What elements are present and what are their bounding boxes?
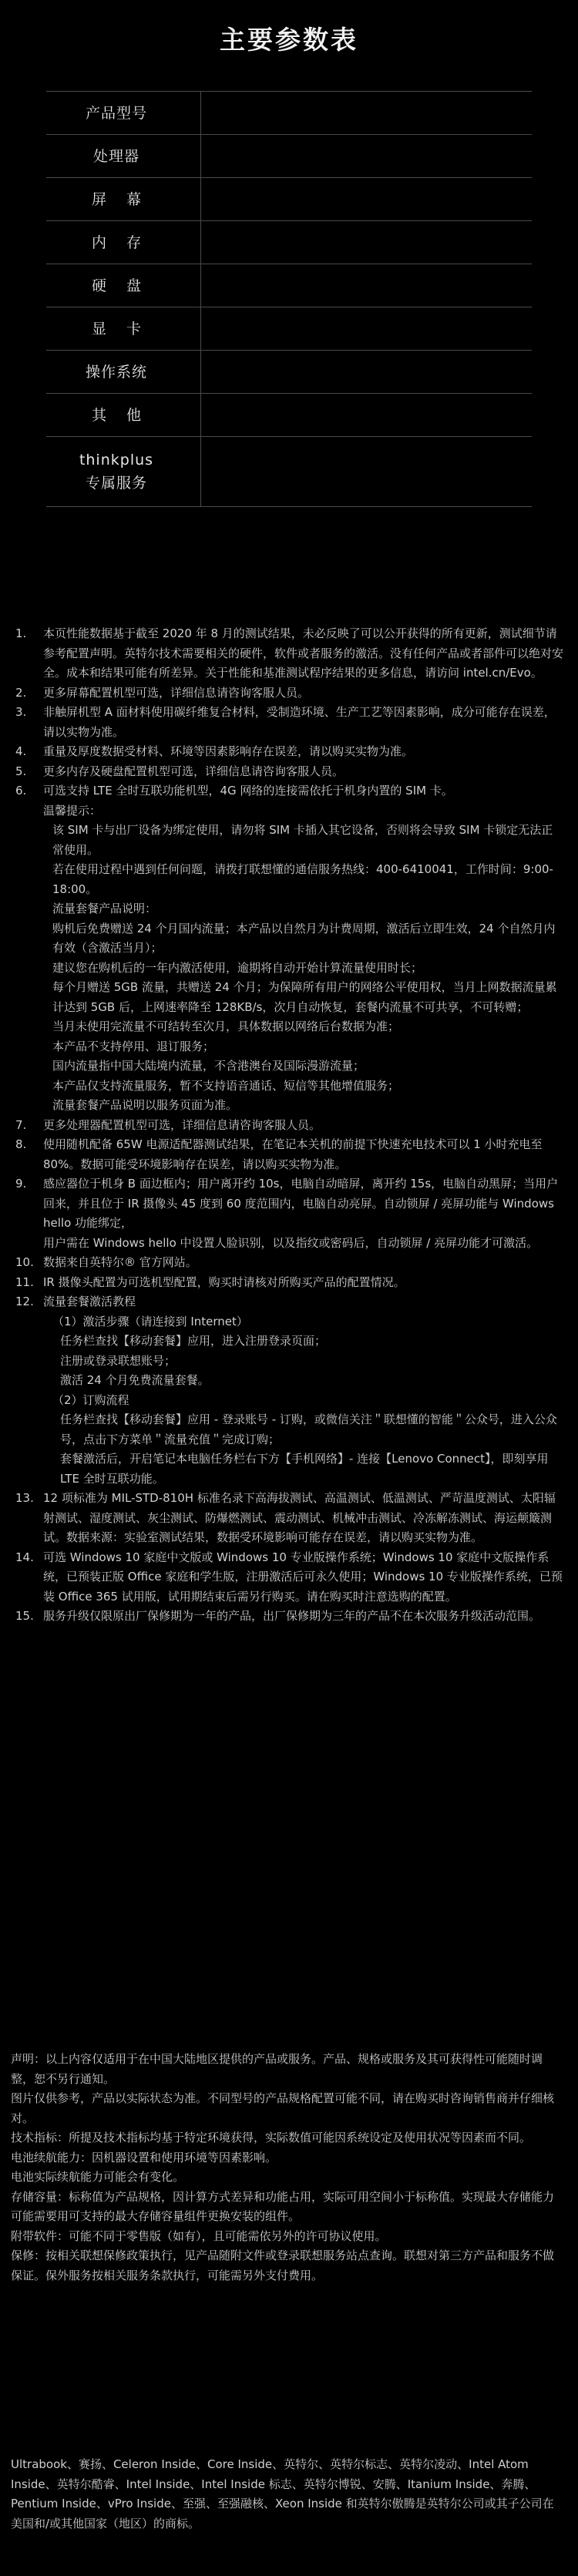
spec-value: [200, 307, 525, 350]
footnote-item: [11, 624, 564, 683]
footnote-text: 激活 24 个月免费流量套餐。: [60, 1373, 210, 1387]
spec-row: [46, 394, 532, 437]
footnote-text: 套餐激活后，开启笔记本电脑任务栏右下方【手机网络】- 连接【Lenovo Connect】，即刻享用 LTE 全时互联功能。: [60, 1452, 549, 1486]
footnote-item: [11, 762, 564, 782]
footnote-text: （2）订购流程: [52, 1392, 129, 1407]
footnote-number: 2.: [15, 685, 27, 700]
footnote-number: 7.: [15, 1117, 27, 1132]
footnote-item: [11, 1607, 564, 1627]
footnote-number: 12.: [15, 1295, 34, 1308]
statement-block: [11, 2050, 564, 2285]
footnote-number: 1.: [15, 626, 27, 640]
footnote-item: [11, 1292, 564, 1489]
footnote-item: [11, 742, 564, 762]
footnote-text: 服务升级仅限原出厂保修期为一年的产品，出厂保修期为三年的产品不在本次服务升级活动范围。: [43, 1609, 541, 1623]
footnote-text: 12 项标准为 MIL-STD-810H 标准名录下高海拔测试、高温测试、低温测试、严苛温度测试、太阳辐射测试、湿度测试、灰尘测试、防爆燃测试、震动测试、机械冲击测试、冷冻解冻测试、海运颠簸测试。数据来源：实验室测试结果，数据受环境影响可能存在误差，请以购买实物为准。: [43, 1491, 556, 1544]
spec-value: [200, 135, 525, 177]
spec-label: thinkplus 专属服务: [79, 452, 154, 492]
footnote-number: 14.: [15, 1550, 34, 1564]
footnote-text: 购机后免费赠送 24 个月国内流量；本产品以自然月为计费周期，激活后立即生效，24 个自然月内有效（含激活当月）；: [52, 921, 556, 955]
footnote-number: 4.: [15, 744, 27, 758]
footnote-item: [11, 1548, 564, 1607]
footnote-text: 更多处理器配置机型可选，详细信息请咨询客服人员。: [43, 1117, 321, 1132]
footnote-text: 每个月赠送 5GB 流量，共赠送 24 个月；为保障所有用户的网络公平使用权，当月上网数据流量累计达到 5GB 后，上网速率降至 128KB/s，次月自动恢复，套餐内流量不可共享，不可转赠；: [52, 980, 557, 1014]
footnote-item: [11, 1253, 564, 1273]
footnote-item: [11, 683, 564, 704]
footnote-text: 流量套餐产品说明以服务页面为准。: [52, 1098, 238, 1112]
footnote-item: [11, 1273, 564, 1293]
spec-table: [46, 91, 532, 507]
spec-label: 处理器: [92, 147, 139, 165]
footnote-text: 更多屏幕配置机型可选，详细信息请咨询客服人员。: [43, 685, 310, 700]
footnote-text: 本产品不支持停用、退订服务；: [52, 1039, 215, 1053]
footnote-number: 15.: [15, 1609, 34, 1623]
footnote-item: [11, 1489, 564, 1548]
footnote-text: 流量套餐产品说明：: [52, 902, 157, 915]
footnote-number: 13.: [15, 1491, 34, 1505]
footnote-text: 数据来自英特尔® 官方网站。: [43, 1255, 197, 1269]
footnote-text: 流量套餐激活教程: [43, 1295, 136, 1308]
footnote-item: [11, 1135, 564, 1174]
spec-row: [46, 135, 532, 178]
spec-value: [200, 92, 525, 134]
footnote-number: 9.: [15, 1177, 27, 1191]
spec-label: 操作系统: [85, 363, 147, 381]
footnote-text: 本页性能数据基于截至 2020 年 8 月的测试结果，未必反映了可以公开获得的所有更新，测试细节请参考配置声明。英特尔技术需要相关的硬件，软件或者服务的激活。没有任何产品或者部件可以绝对安全。成本和结果可能有所差异。关于性能和基准测试程序结果的更多信息，请访问 intel.cn/Evo。: [43, 626, 564, 680]
footnote-text: 任务栏查找【移动套餐】应用，进入注册登录页面；: [60, 1334, 327, 1348]
footnote-text: 更多内存及硬盘配置机型可选，详细信息请咨询客服人员。: [43, 764, 344, 778]
statement-paragraph: 技术指标：所提及技术指标均基于特定环境获得，实际数值可能因系统设定及使用状况等因素而不同。: [11, 2131, 532, 2144]
footnote-number: 8.: [15, 1137, 27, 1151]
footnote-item: [11, 781, 564, 1116]
footnote-text: 建议您在购机后的一年内激活使用，逾期将自动开始计算流量使用时长；: [52, 960, 423, 975]
statement-paragraph: 电池实际续航能力可能会有变化。: [11, 2170, 185, 2184]
footnote-text: IR 摄像头配置为可选机型配置，购买时请核对所购买产品的配置情况。: [43, 1275, 405, 1289]
spec-value: [200, 221, 525, 264]
spec-label: 硬盘: [91, 277, 161, 294]
footnote-text: （1）激活步骤（请连接到 Internet）: [52, 1314, 248, 1328]
spec-value: [200, 394, 525, 436]
footnote-text: 注册或登录联想账号；: [60, 1353, 176, 1368]
footnote-number: 6.: [15, 784, 27, 798]
spec-row: [46, 307, 532, 351]
footnote-item: [11, 1116, 564, 1136]
statement-paragraph: 附带软件：可能不同于零售版（如有），且可能需依另外的许可协议使用。: [11, 2228, 387, 2243]
spec-row: [46, 264, 532, 307]
statement-paragraph: 电池续航能力：因机器设置和使用环境等因素影响。: [11, 2150, 277, 2165]
footnote-item: [11, 1174, 564, 1253]
spec-row: [46, 437, 532, 507]
footnote-text: 感应器位于机身 B 面边框内；用户离开约 10s，电脑自动暗屏，离开约 15s，电脑自动黑屏；当用户回来，并且位于 IR 摄像头 45 度到 60 度范围内，电脑自动亮屏。自动锁屏 / 亮屏功能与 Windows hello 功能绑定，: [43, 1177, 559, 1230]
footnote-text: 任务栏查找【移动套餐】应用 - 登录账号 - 订购，或微信关注＂联想懂的智能＂公众号，进入公众号，点击下方菜单＂流量充值＂完成订购；: [60, 1412, 557, 1446]
spec-label: 其他: [91, 406, 161, 424]
footnote-text: 重量及厚度数据受材料、环境等因素影响存在误差，请以购买实物为准。: [43, 744, 414, 758]
statement-paragraph: 存储容量：标称值为产品规格，因计算方式差异和功能占用，实际可用空间小于标称值。实现最大存储能力可能需要用可支持的最大存储容量组件更换安装的组件。: [11, 2189, 555, 2223]
footnote-text: 可选支持 LTE 全时互联功能机型，4G 网络的连接需依托于机身内置的 SIM 卡。: [43, 784, 453, 798]
spec-row: [46, 351, 532, 394]
footnote-text: 非触屏机型 A 面材料使用碳纤维复合材料，受制造环境、生产工艺等因素影响，成分可能存在误差，请以实物为准。: [43, 705, 556, 739]
spec-label: 显卡: [91, 320, 161, 338]
footnote-text: 当月未使用完流量不可结转至次月，具体数据以网络后台数据为准；: [52, 1019, 400, 1033]
spec-label: 内存: [91, 233, 161, 251]
footnote-number: 11.: [15, 1275, 34, 1289]
spec-value: [200, 351, 525, 393]
spec-row: [46, 91, 532, 135]
spec-value: [200, 178, 525, 220]
page-title: 主要参数表: [220, 25, 358, 55]
footnote-number: 5.: [15, 764, 27, 778]
footnotes-list: [11, 624, 564, 1627]
footnote-text: 该 SIM 卡与出厂设备为绑定使用，请勿将 SIM 卡插入其它设备，否则将会导致 SIM 卡锁定无法正常使用。: [52, 823, 553, 857]
footnote-text: 可选 Windows 10 家庭中文版或 Windows 10 专业版操作系统；Windows 10 家庭中文版操作系统，已预装正版 Office 家庭和学生版，注册激活后可永久使用；Windows 10 专业版操作系统，已预装 Office 365 试用版，试用期结束后需另行购买。请在购买时注意选购的配置。: [43, 1550, 563, 1604]
trademark-notice: Ultrabook、赛扬、Celeron Inside、Core Inside、英特尔、英特尔标志、英特尔凌动、Intel Atom Inside、英特尔酷睿、Intel Inside、Intel Inside 标志、英特尔博锐、安腾、Itanium Inside、奔腾、Pentium Inside、vPro Inside、至强、至强融核、Xeon Inside 和英特尔傲腾是英特尔公司或其子公司在美国和/或其他国家（地区）的商标。: [11, 2457, 554, 2531]
footnote-number: 3.: [15, 705, 27, 719]
statement-paragraph: 保修：按相关联想保修政策执行，见产品随附文件或登录联想服务站点查询。联想对第三方产品和服务不做保证。保外服务按相关服务条款执行，可能需另外支付费用。: [11, 2249, 555, 2282]
footnote-text: 使用随机配备 65W 电源适配器测试结果，在笔记本关机的前提下快速充电技术可以 1 小时充电至 80%。数据可能受环境影响存在误差，请以购买实物为准。: [43, 1137, 543, 1171]
footnote-text: 温馨提示：: [43, 803, 102, 818]
spec-label: 产品型号: [85, 104, 147, 122]
footnote-text: 用户需在 Windows hello 中设置人脸识别，以及指纹或密码后，自动锁屏 / 亮屏功能才可激活。: [43, 1235, 539, 1250]
footnote-text: 国内流量指中国大陆境内流量，不含港澳台及国际漫游流量；: [52, 1059, 365, 1073]
spec-row: [46, 221, 532, 264]
statement-paragraph: 图片仅供参考，产品以实际状态为准。不同型号的产品规格配置可能不同，请在购买时咨询销售商并仔细核对。: [11, 2091, 555, 2125]
spec-row: [46, 178, 532, 221]
spec-value: [200, 437, 525, 506]
footnote-text: 本产品仅支持流量服务，暂不支持语音通话、短信等其他增值服务；: [52, 1078, 400, 1093]
spec-label: 屏幕: [91, 190, 161, 208]
statement-paragraph: 声明：以上内容仅适用于在中国大陆地区提供的产品或服务。产品、规格或服务及其可获得性可能随时调整，恕不另行通知。: [11, 2052, 543, 2086]
footnote-item: [11, 703, 564, 742]
footnote-number: 10.: [15, 1255, 34, 1269]
footnote-text: 若在使用过程中遇到任何问题，请拨打联想懂的通信服务热线：400-6410041，工作时间：9:00-18:00。: [52, 862, 553, 896]
spec-value: [200, 264, 525, 307]
